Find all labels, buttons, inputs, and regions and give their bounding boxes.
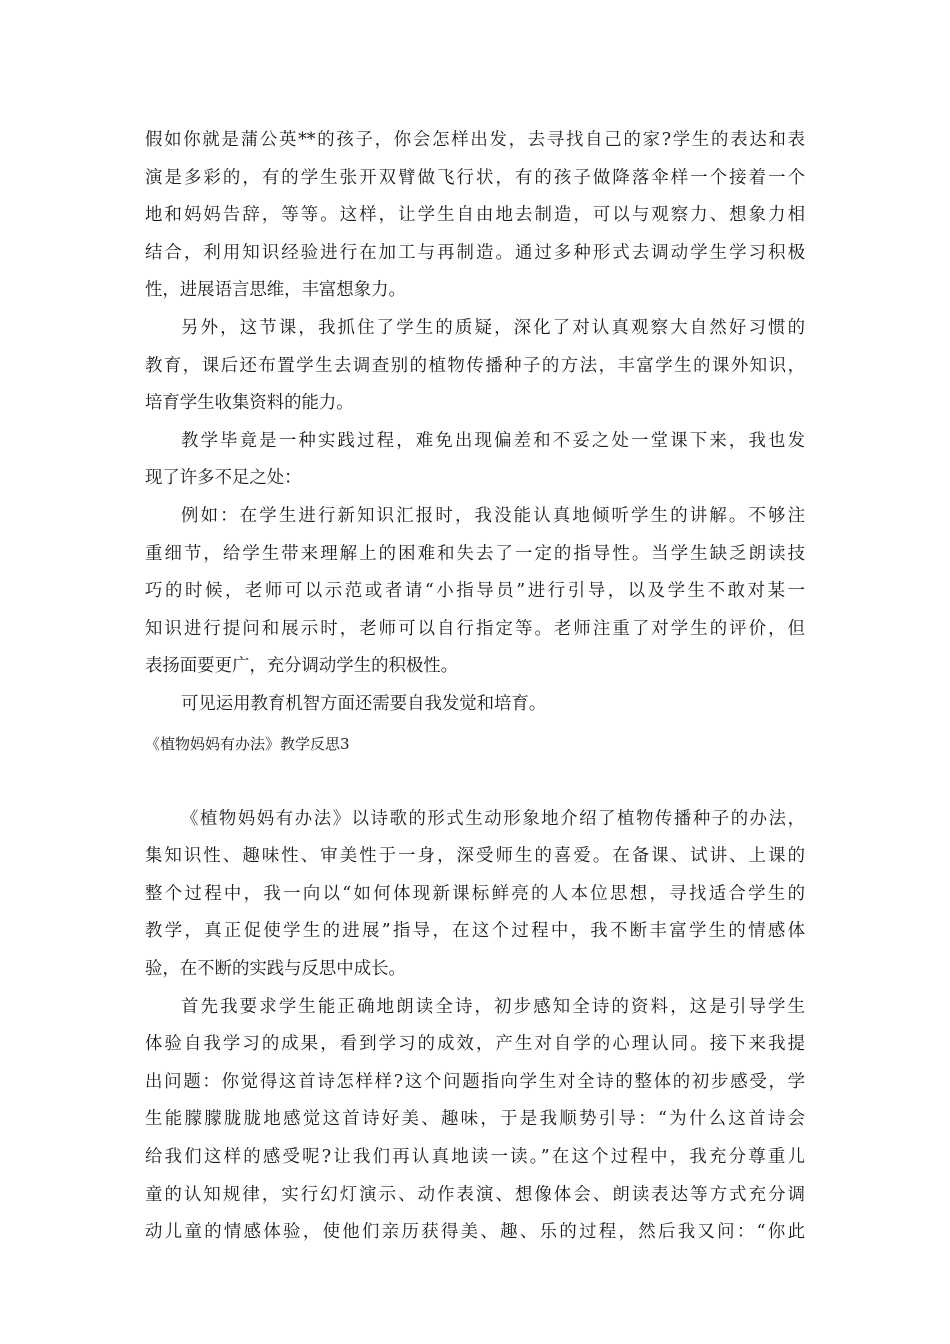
text-line: 教学毕竟是一种实践过程，难免出现偏差和不妥之处一堂课下来，我也发 <box>181 430 805 451</box>
text-line: 集知识性、趣味性、审美性于一身，深受师生的喜爱。在备课、试讲、上课的 <box>145 846 805 867</box>
text-line: 培育学生收集资料的能力。 <box>145 393 354 414</box>
text-line: 可见运用教育机智方面还需要自我发觉和培育。 <box>181 693 547 714</box>
text-line: 现了许多不足之处： <box>145 468 302 489</box>
section2-paragraph-1 <box>145 801 805 989</box>
text-line: 教育，课后还布置学生去调查别的植物传播种子的方法，丰富学生的课外知识， <box>145 355 805 376</box>
text-line: 动儿童的情感体验，使他们亲历获得美、趣、乐的过程，然后我又问：“你此 <box>145 1222 805 1243</box>
document-page <box>145 122 805 1252</box>
text-line: 假如你就是蒲公英**的孩子，你会怎样出发，去寻找自己的家?学生的表达和表 <box>145 130 805 150</box>
text-line: 演是多彩的，有的学生张开双臂做飞行状，有的孩子做降落伞样一个接着一个 <box>145 167 805 188</box>
text-line: 整个过程中，我一向以“如何体现新课标鲜亮的人本位思想，寻找适合学生的 <box>145 883 805 904</box>
text-line: 生能朦朦胧胧地感觉这首诗好美、趣味，于是我顺势引导：“为什么这首诗会 <box>145 1109 805 1130</box>
paragraph-3 <box>145 423 805 498</box>
text-line: 结合，利用知识经验进行在加工与再制造。通过多种形式去调动学生学习积极 <box>145 242 805 263</box>
text-line: 知识进行提问和展示时，老师可以自行指定等。老师注重了对学生的评价，但 <box>145 618 805 639</box>
paragraph-2 <box>145 310 805 423</box>
blank-line <box>145 763 805 801</box>
text-line: 给我们这样的感受呢?让我们再认真地读一读。”在这个过程中，我充分尊重儿 <box>145 1147 805 1168</box>
paragraph-5 <box>145 686 805 724</box>
text-line: 例如：在学生进行新知识汇报时，我没能认真地倾听学生的讲解。不够注 <box>181 505 805 526</box>
text-line: 重细节，给学生带来理解上的困难和失去了一定的指导性。当学生缺乏朗读技 <box>145 543 805 564</box>
paragraph-4 <box>145 498 805 686</box>
text-line: 另外，这节课，我抓住了学生的质疑，深化了对认真观察大自然好习惯的 <box>181 317 805 338</box>
text-line: 表扬面要更广，充分调动学生的积极性。 <box>145 656 459 677</box>
text-line: 教学，真正促使学生的进展”指导，在这个过程中，我不断丰富学生的情感体 <box>145 921 805 942</box>
section-heading: 《植物妈妈有办法》教学反思3 <box>145 734 350 753</box>
text-line: 性，进展语言思维，丰富想象力。 <box>145 280 406 301</box>
text-line: 地和妈妈告辞，等等。这样，让学生自由地去制造，可以与观察力、想象力相 <box>145 205 805 226</box>
paragraph-1 <box>145 122 805 310</box>
text-line: 首先我要求学生能正确地朗读全诗，初步感知全诗的资料，这是引导学生 <box>181 996 805 1017</box>
text-line: 体验自我学习的成果，看到学习的成效，产生对自学的心理认同。接下来我提 <box>145 1034 805 1055</box>
text-line: 童的认知规律，实行幻灯演示、动作表演、想像体会、朗读表达等方式充分调 <box>145 1184 805 1205</box>
text-line: 《植物妈妈有办法》以诗歌的形式生动形象地介绍了植物传播种子的办法， <box>181 808 805 829</box>
section2-paragraph-2 <box>145 989 805 1252</box>
text-line: 巧的时候，老师可以示范或者请“小指导员”进行引导，以及学生不敢对某一 <box>145 581 805 602</box>
text-line: 验，在不断的实践与反思中成长。 <box>145 959 406 980</box>
text-line: 出问题：你觉得这首诗怎样样?这个问题指向学生对全诗的整体的初步感受，学 <box>145 1071 805 1092</box>
